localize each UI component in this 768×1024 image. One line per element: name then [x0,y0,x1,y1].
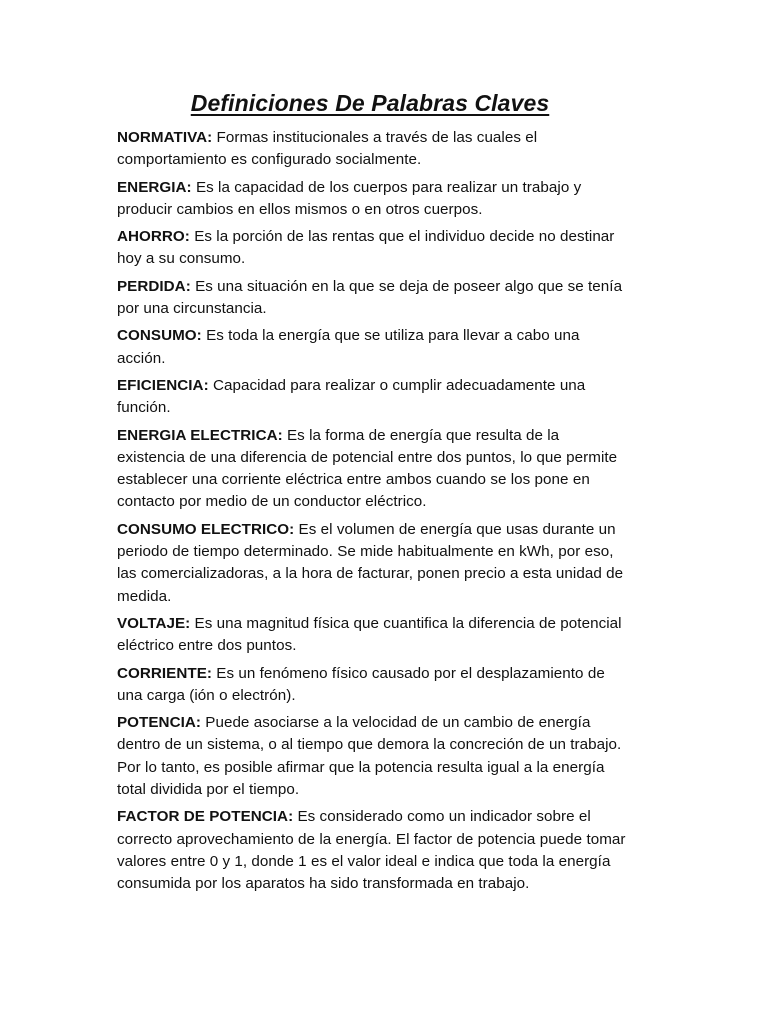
definition-term: AHORRO: [117,228,190,246]
definition-term: CONSUMO ELECTRICO: [117,520,295,538]
definition-text: Es una situación en la que se deja de poseer algo que se tenía por una circunstancia. [117,277,623,318]
definition-factor-de-potencia [117,806,627,895]
definition-potencia [117,712,627,801]
definition-normativa [117,127,627,172]
definition-ahorro [117,226,627,271]
definition-voltaje [117,613,627,658]
definition-text: Formas institucionales a través de las cuales el comportamiento es configurado socialmente. [117,129,538,169]
definitions-list [117,127,627,901]
definition-text: Puede asociarse a la velocidad de un cambio de energía dentro de un sistema, o al tiempo que demora la concreción de un trabajo. Por lo tanto, es posible afirmar que la potencia resulta igual a la energía total dividida por el tiempo. [117,714,622,799]
page-title: Definiciones De Palabras Claves [190,90,550,116]
definition-text: Es el volumen de energía que usas durante un periodo de tiempo determinado. Se mide habitualmente en kWh, por eso, las comercializadoras, a la hora de facturar, ponen precio a esta unidad de medida. [117,520,624,605]
definition-text: Es una magnitud física que cuantifica la diferencia de potencial eléctrico entre dos puntos. [117,614,622,655]
definition-term: CONSUMO: [117,327,202,345]
definition-text: Es considerado como un indicador sobre el correcto aprovechamiento de la energía. El factor de potencia puede tomar valores entre 0 y 1, donde 1 es el valor ideal e indica que toda la energía consumida por los aparatos ha sido transformada en trabajo. [117,808,626,893]
definition-term: PERDIDA: [117,277,191,295]
definition-consumo-electrico [117,519,627,608]
definition-energia-electrica [117,425,627,514]
definition-text: Capacidad para realizar o cumplir adecuadamente una función. [117,376,586,417]
definition-perdida [117,276,627,321]
definition-term: CORRIENTE: [117,664,212,682]
definition-term: POTENCIA: [117,714,201,732]
definition-term: NORMATIVA: [117,129,213,146]
definition-term: ENERGIA: [117,178,192,196]
definition-corriente [117,663,627,708]
definition-energia [117,177,627,222]
definition-text: Es toda la energía que se utiliza para llevar a cabo una acción. [117,327,580,367]
definition-text: Es la porción de las rentas que el individuo decide no destinar hoy a su consumo. [117,228,615,268]
definition-term: ENERGIA ELECTRICA: [117,426,283,444]
definition-text: Es la capacidad de los cuerpos para realizar un trabajo y producir cambios en ellos mismos o en otros cuerpos. [117,178,582,218]
definition-text: Es la forma de energía que resulta de la existencia de una diferencia de potencial entre dos puntos, lo que permite establecer una corriente eléctrica entre ambos cuando se los pone en contacto por medio de un conductor eléctrico. [117,426,618,511]
definition-eficiencia [117,375,627,420]
definition-term: FACTOR DE POTENCIA: [117,808,294,826]
definition-consumo [117,325,627,370]
definition-term: EFICIENCIA: [117,376,209,394]
definition-text: Es un fenómeno físico causado por el desplazamiento de una carga (ión o electrón). [117,664,605,704]
definition-term: VOLTAJE: [117,614,191,632]
